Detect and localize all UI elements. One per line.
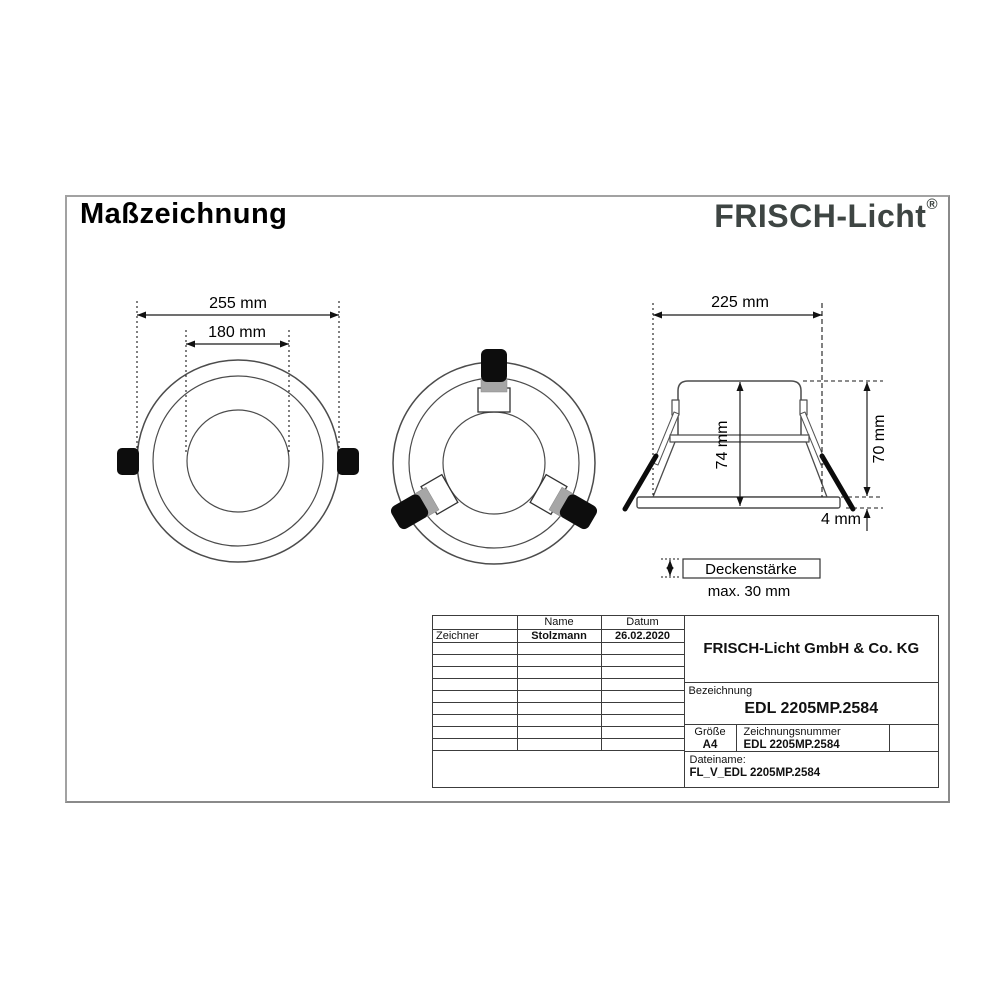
zeichner-name-cell: Stolzmann <box>517 629 601 642</box>
zeichnungsnummer-label: Zeichnungsnummer <box>743 726 841 738</box>
technical-drawing <box>80 280 950 610</box>
dim-225-label: 225 mm <box>711 294 769 311</box>
size-row-empty-cell <box>890 725 939 751</box>
groesse-value: A4 <box>702 739 718 752</box>
title-block-left-body <box>433 616 684 787</box>
side-view-drawing <box>625 294 888 531</box>
front-inner-ring <box>187 410 289 512</box>
front-middle-ring <box>153 376 323 546</box>
zeichnungsnummer-cell <box>737 725 890 751</box>
company-name: FRISCH-Licht GmbH & Co. KG <box>685 616 939 683</box>
title-block-empty-row <box>433 690 684 702</box>
dateiname-label: Dateiname: <box>689 754 746 766</box>
dim-4-label: 4 mm <box>821 511 861 528</box>
brand-logo-text: FRISCH-Licht <box>714 198 927 234</box>
registered-trademark-icon: ® <box>926 196 938 213</box>
front-left-clip <box>117 448 139 475</box>
rear-view-drawing <box>387 349 600 564</box>
front-right-clip <box>337 448 359 475</box>
bezeichnung-block <box>685 683 939 725</box>
groesse-cell <box>685 725 737 751</box>
dim-74-label: 74 mm <box>714 420 731 470</box>
groesse-label: Größe <box>694 726 726 738</box>
title-block-empty-row <box>433 642 684 654</box>
title-block-left-table <box>433 616 685 787</box>
front-view-drawing <box>117 295 359 562</box>
dateiname-block <box>685 752 939 787</box>
front-outer-ring <box>137 360 339 562</box>
title-block <box>432 615 939 788</box>
dim-180-label: 180 mm <box>208 324 266 341</box>
header-name-cell: Name <box>517 616 601 629</box>
zeichnungsnummer-value: EDL 2205MP.2584 <box>743 739 840 752</box>
title-block-empty-row <box>433 714 684 726</box>
title-block-empty-row <box>433 726 684 738</box>
header-empty-cell <box>433 616 517 629</box>
dim-255-label: 255 mm <box>209 295 267 312</box>
rear-clip-lower-left <box>387 475 458 534</box>
title-block-empty-row <box>433 678 684 690</box>
header-datum-cell: Datum <box>601 616 684 629</box>
bezeichnung-label: Bezeichnung <box>688 685 753 697</box>
title-block-empty-row <box>433 738 684 750</box>
note-value: max. 30 mm <box>707 583 791 600</box>
side-trim-ring <box>637 497 840 508</box>
dim-70-label: 70 mm <box>871 414 888 464</box>
page-title: Maßzeichnung <box>80 198 288 230</box>
title-block-empty-row <box>433 666 684 678</box>
brand-logo <box>714 196 938 235</box>
title-block-right <box>685 616 939 787</box>
size-row <box>685 725 939 752</box>
rear-clip-lower-right <box>530 475 601 534</box>
dateiname-value: FL_V_EDL 2205MP.2584 <box>689 767 821 780</box>
title-block-header-row <box>433 616 684 629</box>
note-label: Deckenstärke <box>705 561 797 578</box>
zeichner-datum-cell: 26.02.2020 <box>601 629 684 642</box>
ceiling-thickness-note <box>661 559 820 600</box>
rear-inner-ring <box>443 412 545 514</box>
title-block-empty-row <box>433 654 684 666</box>
title-block-bottom-cell <box>433 750 684 787</box>
clip-spring <box>481 349 507 382</box>
title-block-empty-row <box>433 702 684 714</box>
zeichner-label-cell: Zeichner <box>433 629 517 642</box>
zeichner-row <box>433 629 684 642</box>
rear-clip-top <box>478 349 510 412</box>
bezeichnung-value: EDL 2205MP.2584 <box>744 700 879 718</box>
